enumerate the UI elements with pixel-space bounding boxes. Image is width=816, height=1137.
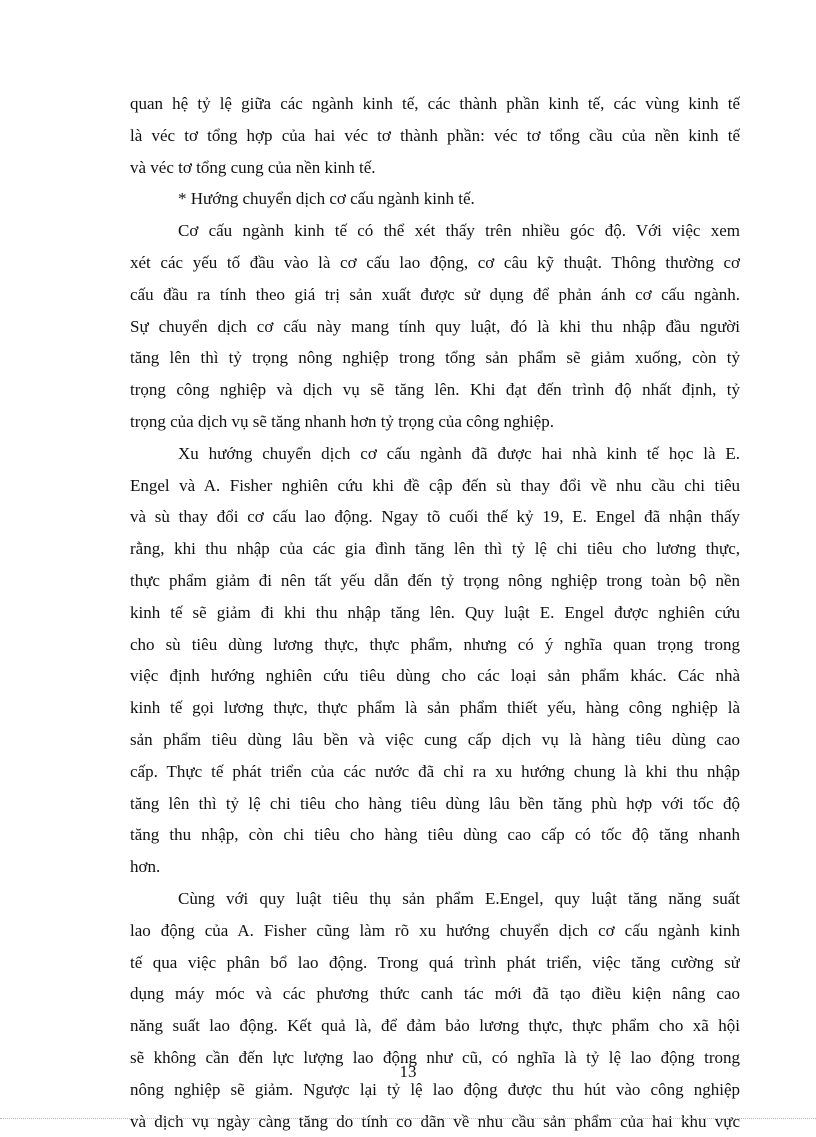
- text-line: trọng công nghiệp và dịch vụ sẽ tăng lên. Khi đạt đến trình độ nhất định, tỷ: [130, 374, 740, 406]
- text-line: trọng của dịch vụ sẽ tăng nhanh hơn tỷ trọng của công nghiệp.: [130, 406, 740, 438]
- text-line: Xu hướng chuyển dịch cơ cấu ngành đã được hai nhà kinh tế học là E.: [130, 438, 740, 470]
- text-line: rằng, khi thu nhập của các gia đình tăng lên thì tỷ lệ chi tiêu cho lương thực,: [130, 533, 740, 565]
- text-line: tăng lên thì tỷ lệ chi tiêu cho hàng tiêu dùng lâu bền tăng phù hợp với tốc độ: [130, 788, 740, 820]
- text-line: tế qua việc phân bổ lao động. Trong quá trình phát triển, việc tăng cường sử: [130, 947, 740, 979]
- text-line: Cùng với quy luật tiêu thụ sản phẩm E.Engel, quy luật tăng năng suất: [130, 883, 740, 915]
- text-line: Cơ cấu ngành kinh tế có thể xét thấy trên nhiều góc độ. Với việc xem: [130, 215, 740, 247]
- text-line: cấp. Thực tế phát triển của các nước đã chỉ ra xu hướng chung là khi thu nhập: [130, 756, 740, 788]
- text-line: dụng máy móc và các phương thức canh tác mới đã tạo điều kiện nâng cao: [130, 978, 740, 1010]
- text-line: thực phẩm giảm đi nên tất yếu dẫn đến tỷ trọng nông nghiệp trong toàn bộ nền: [130, 565, 740, 597]
- text-line: cho sù tiêu dùng lương thực, thực phẩm, nhưng có ý nghĩa quan trọng trong: [130, 629, 740, 661]
- text-line: Engel và A. Fisher nghiên cứu khi đề cập đến sù thay đổi về nhu cầu chi tiêu: [130, 470, 740, 502]
- text-line: và véc tơ tổng cung của nền kinh tế.: [130, 152, 740, 184]
- text-line: kinh tế gọi lương thực, thực phẩm là sản phẩm thiết yếu, hàng công nghiệp là: [130, 692, 740, 724]
- text-line: tăng lên thì tỷ trọng nông nghiệp trong tổng sản phẩm sẽ giảm xuống, còn tỷ: [130, 342, 740, 374]
- text-line: việc định hướng nghiên cứu tiêu dùng cho các loại sản phẩm khác. Các nhà: [130, 660, 740, 692]
- text-line: lao động của A. Fisher cũng làm rõ xu hướng chuyển dịch cơ cấu ngành kinh: [130, 915, 740, 947]
- text-line: sẽ không cần đến lực lượng lao động như cũ, có nghĩa là tỷ lệ lao động trong: [130, 1042, 740, 1074]
- text-line: và dịch vụ ngày càng tăng do tính co dãn về nhu cầu sản phẩm của hai khu vực: [130, 1106, 740, 1137]
- text-line: Sự chuyển dịch cơ cấu này mang tính quy luật, đó là khi thu nhập đầu người: [130, 311, 740, 343]
- text-line: quan hệ tỷ lệ giữa các ngành kinh tế, các thành phần kinh tế, các vùng kinh tế: [130, 88, 740, 120]
- page-number: 13: [0, 1062, 816, 1082]
- text-line: năng suất lao động. Kết quả là, để đảm bảo lương thực, thực phẩm cho xã hội: [130, 1010, 740, 1042]
- text-line: hơn.: [130, 851, 740, 883]
- text-line: * Hướng chuyển dịch cơ cấu ngành kinh tế.: [130, 183, 740, 215]
- text-line: cấu đầu ra tính theo giá trị sản xuất được sử dụng để phản ánh cơ cấu ngành.: [130, 279, 740, 311]
- body-text: [130, 88, 740, 1137]
- text-line: xét các yếu tố đầu vào là cơ cấu lao động, cơ câu kỹ thuật. Thông thường cơ: [130, 247, 740, 279]
- text-line: là véc tơ tổng hợp của hai véc tơ thành phần: véc tơ tổng cầu của nền kinh tế: [130, 120, 740, 152]
- text-line: nông nghiệp sẽ giảm. Ngược lại tỷ lệ lao động được thu hút vào công nghiệp: [130, 1074, 740, 1106]
- page-bottom-divider: [0, 1118, 816, 1119]
- text-line: sản phẩm tiêu dùng lâu bền và việc cung cấp dịch vụ là hàng tiêu dùng cao: [130, 724, 740, 756]
- text-line: và sù thay đổi cơ cấu lao động. Ngay tõ cuối thế kỷ 19, E. Engel đã nhận thấy: [130, 501, 740, 533]
- text-line: kinh tế sẽ giảm đi khi thu nhập tăng lên. Quy luật E. Engel được nghiên cứu: [130, 597, 740, 629]
- text-line: tăng thu nhập, còn chi tiêu cho hàng tiêu dùng cao cấp có tốc độ tăng nhanh: [130, 819, 740, 851]
